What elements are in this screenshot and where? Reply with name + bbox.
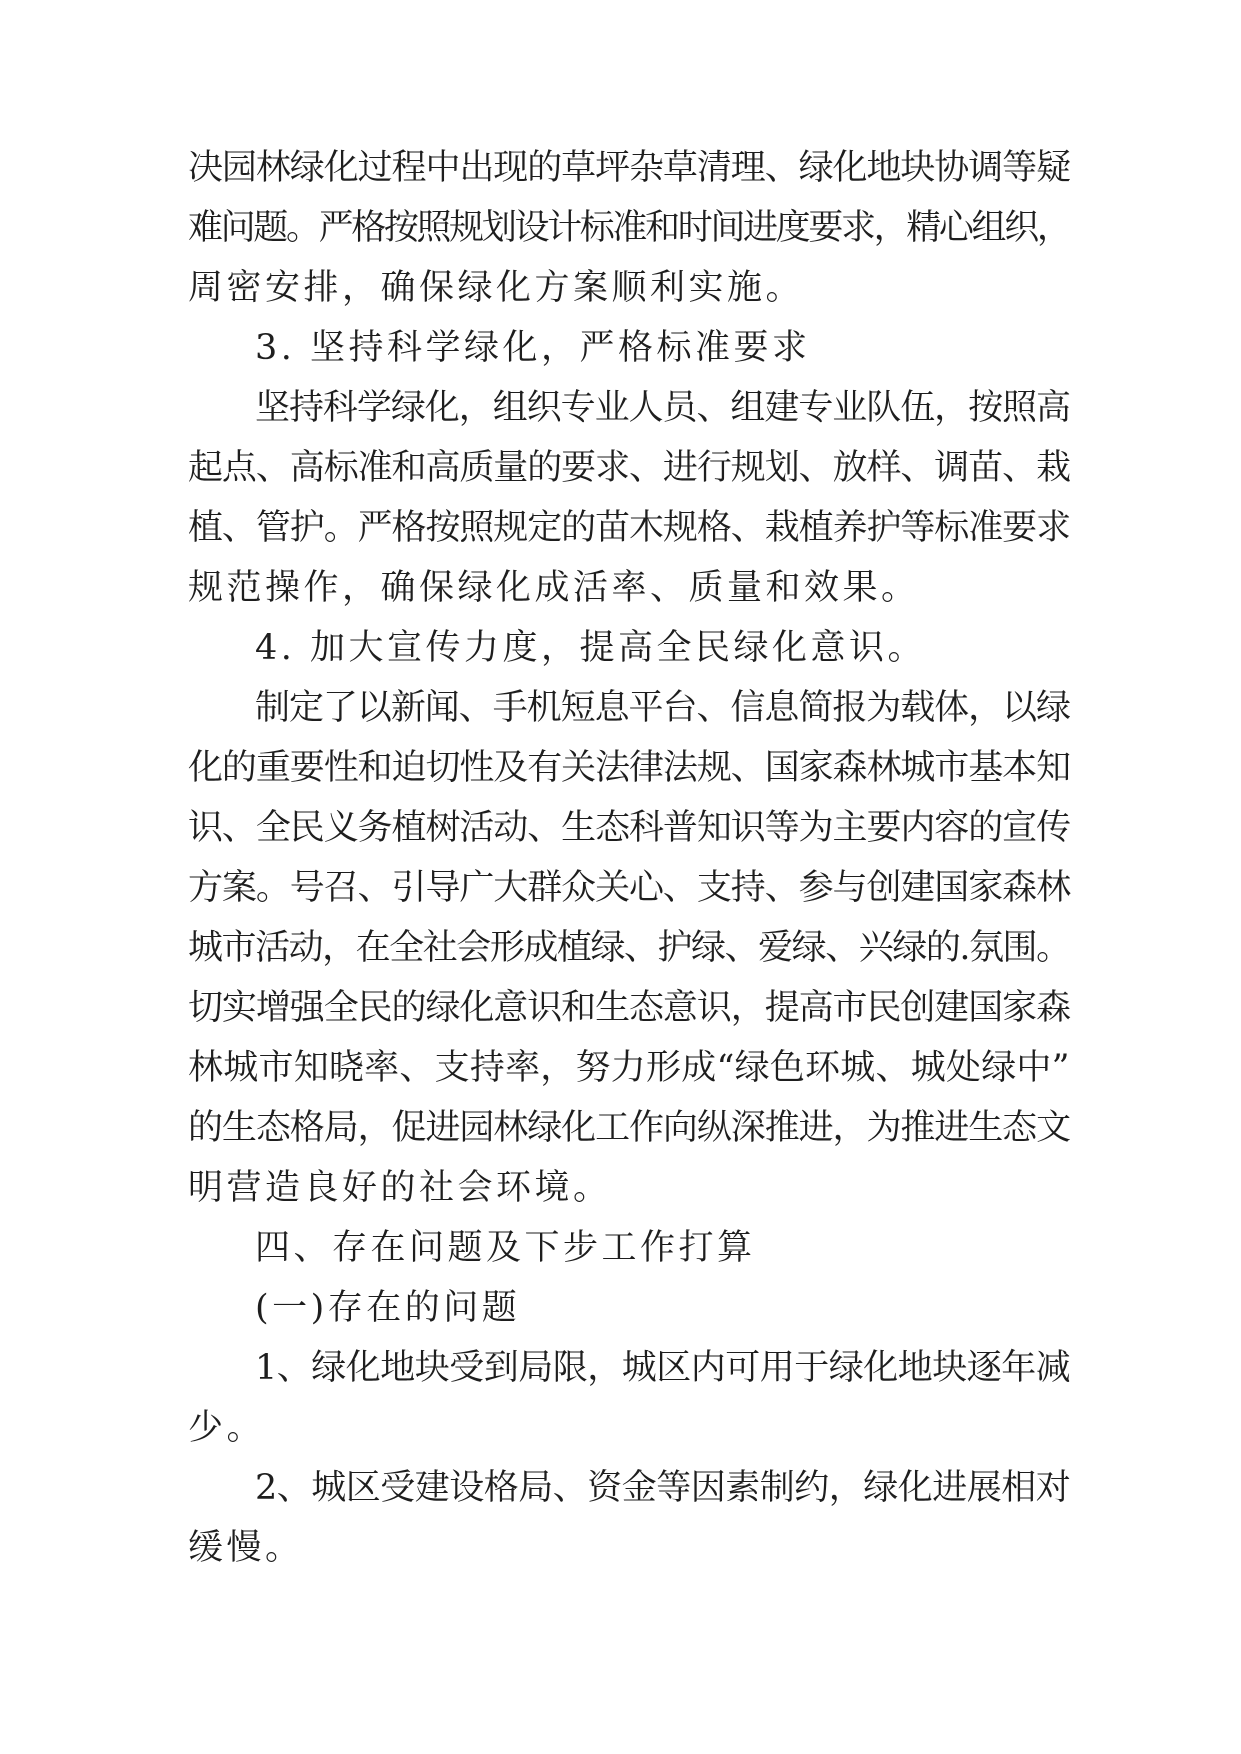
text-line: 缓慢。 bbox=[188, 1528, 304, 1568]
text-line: 制定了以新闻、手机短息平台、信息简报为载体，以绿 bbox=[255, 688, 1071, 728]
text-line: 少。 bbox=[188, 1408, 266, 1448]
text-line: 城市活动，在全社会形成植绿、护绿、爱绿、兴绿的.氛围。 bbox=[188, 928, 1070, 968]
text-line: 方案。号召、引导广大群众关心、支持、参与创建国家森林 bbox=[188, 868, 1071, 908]
section-heading: 4. 加大宣传力度，提高全民绿化意识。 bbox=[255, 628, 927, 668]
text-line: 坚持科学绿化，组织专业人员、组建专业队伍，按照高 bbox=[255, 388, 1071, 428]
text-line: 2、城区受建设格局、资金等因素制约，绿化进展相对 bbox=[255, 1468, 1071, 1508]
text-line: 起点、高标准和高质量的要求、进行规划、放样、调苗、栽 bbox=[188, 448, 1071, 488]
text-line: 植、管护。严格按照规定的苗木规格、栽植养护等标准要求 bbox=[188, 508, 1071, 548]
text-line: 规范操作，确保绿化成活率、质量和效果。 bbox=[188, 568, 920, 608]
text-line: 1、绿化地块受到局限，城区内可用于绿化地块逐年减 bbox=[255, 1348, 1071, 1388]
subsection-heading: (一)存在的问题 bbox=[255, 1288, 521, 1328]
text-line: 切实增强全民的绿化意识和生态意识，提高市民创建国家森 bbox=[188, 988, 1071, 1028]
text-line: 难问题。严格按照规划设计标准和时间进度要求，精心组织， bbox=[188, 208, 1070, 248]
text-line: 决园林绿化过程中出现的草坪杂草清理、绿化地块协调等疑 bbox=[188, 148, 1071, 188]
text-line: 化的重要性和迫切性及有关法律法规、国家森林城市基本知 bbox=[188, 748, 1071, 788]
text-line: 明营造良好的社会环境。 bbox=[188, 1168, 612, 1208]
text-line: 林城市知晓率、支持率，努力形成“绿色环城、城处绿中” bbox=[188, 1048, 1070, 1088]
text-line: 识、全民义务植树活动、生态科普知识等为主要内容的宣传 bbox=[188, 808, 1071, 848]
text-line: 的生态格局，促进园林绿化工作向纵深推进，为推进生态文 bbox=[188, 1108, 1071, 1148]
text-line: 周密安排，确保绿化方案顺利实施。 bbox=[188, 268, 805, 308]
section-heading: 四、存在问题及下步工作打算 bbox=[255, 1228, 756, 1268]
section-heading: 3. 坚持科学绿化，严格标准要求 bbox=[255, 328, 811, 368]
